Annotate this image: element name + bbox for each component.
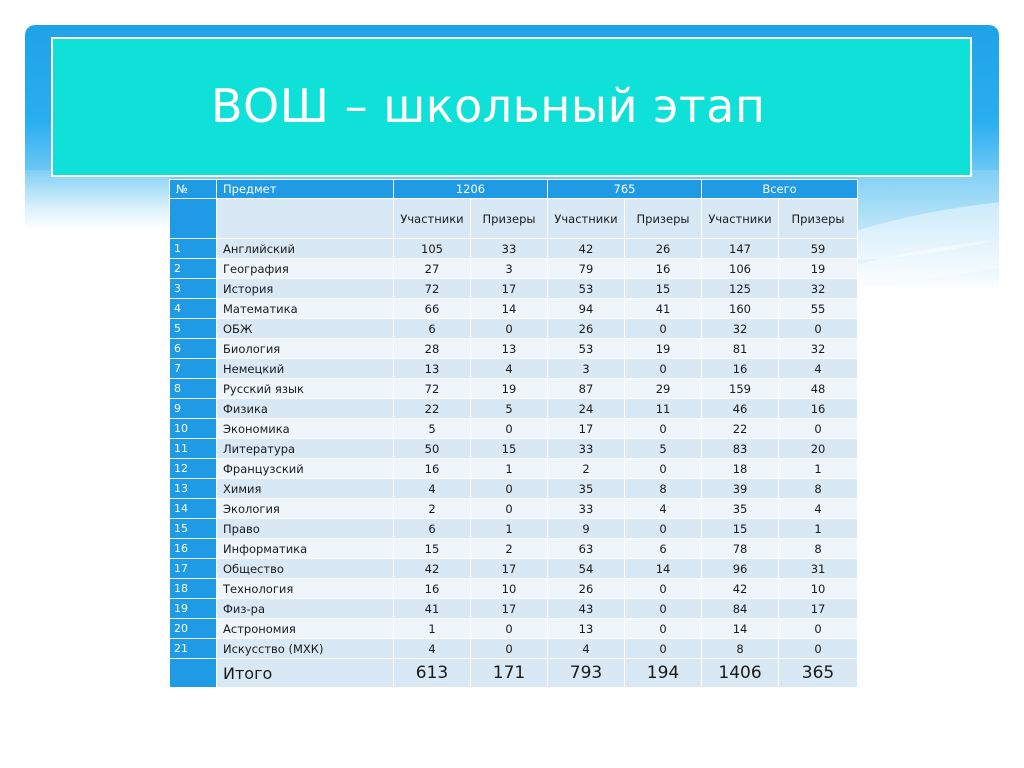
table-row bbox=[170, 479, 858, 499]
row-subject: Право bbox=[217, 519, 394, 539]
row-value: 17 bbox=[548, 419, 625, 439]
row-value: 8 bbox=[779, 539, 858, 559]
row-value: 1 bbox=[779, 519, 858, 539]
row-number: 17 bbox=[170, 559, 217, 579]
row-value: 0 bbox=[625, 639, 702, 659]
row-value: 0 bbox=[625, 319, 702, 339]
row-value: 159 bbox=[702, 379, 779, 399]
row-value: 5 bbox=[625, 439, 702, 459]
total-value: 194 bbox=[625, 659, 702, 688]
table-row bbox=[170, 459, 858, 479]
total-num-cell bbox=[170, 659, 217, 688]
row-subject: Русский язык bbox=[217, 379, 394, 399]
row-value: 8 bbox=[779, 479, 858, 499]
row-value: 16 bbox=[394, 579, 471, 599]
row-value: 6 bbox=[394, 519, 471, 539]
table-row bbox=[170, 419, 858, 439]
row-number: 20 bbox=[170, 619, 217, 639]
row-number: 13 bbox=[170, 479, 217, 499]
row-value: 32 bbox=[779, 279, 858, 299]
row-value: 11 bbox=[625, 399, 702, 419]
row-subject: Математика bbox=[217, 299, 394, 319]
row-value: 81 bbox=[702, 339, 779, 359]
row-number: 14 bbox=[170, 499, 217, 519]
row-value: 0 bbox=[625, 519, 702, 539]
total-label: Итого bbox=[217, 659, 394, 688]
row-number: 18 bbox=[170, 579, 217, 599]
row-value: 4 bbox=[394, 639, 471, 659]
row-value: 29 bbox=[625, 379, 702, 399]
table-header-row bbox=[170, 180, 858, 199]
row-subject: Астрономия bbox=[217, 619, 394, 639]
row-subject: Биология bbox=[217, 339, 394, 359]
subheader-cell: Призеры bbox=[779, 199, 858, 239]
row-subject: Французский bbox=[217, 459, 394, 479]
table-row bbox=[170, 279, 858, 299]
row-value: 125 bbox=[702, 279, 779, 299]
subheader-cell: Призеры bbox=[625, 199, 702, 239]
table-row bbox=[170, 299, 858, 319]
row-value: 6 bbox=[394, 319, 471, 339]
row-value: 17 bbox=[471, 559, 548, 579]
row-number: 12 bbox=[170, 459, 217, 479]
row-value: 106 bbox=[702, 259, 779, 279]
row-subject: Литература bbox=[217, 439, 394, 459]
row-value: 3 bbox=[471, 259, 548, 279]
row-value: 9 bbox=[548, 519, 625, 539]
row-value: 33 bbox=[548, 499, 625, 519]
table-row bbox=[170, 559, 858, 579]
row-value: 22 bbox=[702, 419, 779, 439]
row-value: 63 bbox=[548, 539, 625, 559]
row-value: 59 bbox=[779, 239, 858, 259]
table-row bbox=[170, 619, 858, 639]
row-value: 39 bbox=[702, 479, 779, 499]
row-value: 4 bbox=[471, 359, 548, 379]
row-value: 13 bbox=[394, 359, 471, 379]
row-value: 31 bbox=[779, 559, 858, 579]
row-value: 94 bbox=[548, 299, 625, 319]
row-value: 35 bbox=[548, 479, 625, 499]
row-value: 32 bbox=[702, 319, 779, 339]
row-value: 24 bbox=[548, 399, 625, 419]
row-value: 0 bbox=[471, 619, 548, 639]
table-row bbox=[170, 239, 858, 259]
row-value: 2 bbox=[548, 459, 625, 479]
row-value: 17 bbox=[471, 599, 548, 619]
row-value: 0 bbox=[625, 619, 702, 639]
row-value: 33 bbox=[548, 439, 625, 459]
row-value: 55 bbox=[779, 299, 858, 319]
decorative-gradient-left bbox=[25, 170, 170, 230]
row-value: 17 bbox=[779, 599, 858, 619]
table-row bbox=[170, 639, 858, 659]
row-value: 0 bbox=[779, 419, 858, 439]
row-value: 4 bbox=[625, 499, 702, 519]
header-group-1206: 1206 bbox=[394, 180, 548, 199]
decorative-gradient-right bbox=[856, 170, 999, 290]
row-value: 8 bbox=[625, 479, 702, 499]
row-number: 3 bbox=[170, 279, 217, 299]
row-subject: Физ-ра bbox=[217, 599, 394, 619]
row-value: 26 bbox=[548, 319, 625, 339]
row-value: 66 bbox=[394, 299, 471, 319]
row-value: 19 bbox=[779, 259, 858, 279]
table-row bbox=[170, 339, 858, 359]
row-value: 5 bbox=[394, 419, 471, 439]
subheader-cell: Призеры bbox=[471, 199, 548, 239]
slide-title: ВОШ – школьный этап bbox=[211, 79, 766, 133]
row-value: 0 bbox=[471, 639, 548, 659]
row-value: 53 bbox=[548, 279, 625, 299]
row-value: 10 bbox=[779, 579, 858, 599]
row-value: 19 bbox=[625, 339, 702, 359]
row-value: 15 bbox=[625, 279, 702, 299]
row-subject: Химия bbox=[217, 479, 394, 499]
row-value: 13 bbox=[471, 339, 548, 359]
header-num: № bbox=[170, 180, 217, 199]
row-subject: География bbox=[217, 259, 394, 279]
row-value: 0 bbox=[779, 639, 858, 659]
row-value: 2 bbox=[394, 499, 471, 519]
table-row bbox=[170, 379, 858, 399]
row-subject: История bbox=[217, 279, 394, 299]
row-value: 83 bbox=[702, 439, 779, 459]
row-value: 5 bbox=[471, 399, 548, 419]
row-value: 28 bbox=[394, 339, 471, 359]
row-subject: Информатика bbox=[217, 539, 394, 559]
row-value: 33 bbox=[471, 239, 548, 259]
row-number: 21 bbox=[170, 639, 217, 659]
table-row bbox=[170, 499, 858, 519]
row-number: 11 bbox=[170, 439, 217, 459]
row-number: 9 bbox=[170, 399, 217, 419]
row-value: 43 bbox=[548, 599, 625, 619]
total-value: 793 bbox=[548, 659, 625, 688]
row-value: 2 bbox=[471, 539, 548, 559]
row-value: 41 bbox=[394, 599, 471, 619]
row-value: 0 bbox=[625, 359, 702, 379]
table-body bbox=[170, 239, 858, 688]
row-value: 54 bbox=[548, 559, 625, 579]
row-value: 0 bbox=[625, 459, 702, 479]
row-value: 26 bbox=[625, 239, 702, 259]
row-value: 105 bbox=[394, 239, 471, 259]
row-value: 16 bbox=[394, 459, 471, 479]
row-value: 14 bbox=[702, 619, 779, 639]
row-value: 26 bbox=[548, 579, 625, 599]
subheader-cell: Участники bbox=[702, 199, 779, 239]
row-value: 50 bbox=[394, 439, 471, 459]
row-value: 1 bbox=[394, 619, 471, 639]
row-value: 41 bbox=[625, 299, 702, 319]
row-value: 13 bbox=[548, 619, 625, 639]
row-number: 2 bbox=[170, 259, 217, 279]
row-value: 6 bbox=[625, 539, 702, 559]
row-value: 0 bbox=[471, 479, 548, 499]
row-value: 42 bbox=[394, 559, 471, 579]
subheader-subject-cell bbox=[217, 199, 394, 239]
row-value: 42 bbox=[548, 239, 625, 259]
row-value: 14 bbox=[625, 559, 702, 579]
row-number: 10 bbox=[170, 419, 217, 439]
total-value: 365 bbox=[779, 659, 858, 688]
row-value: 1 bbox=[779, 459, 858, 479]
table-row bbox=[170, 399, 858, 419]
table-row bbox=[170, 519, 858, 539]
row-subject: Искусство (МХК) bbox=[217, 639, 394, 659]
row-number: 19 bbox=[170, 599, 217, 619]
row-value: 15 bbox=[471, 439, 548, 459]
row-value: 87 bbox=[548, 379, 625, 399]
row-value: 72 bbox=[394, 279, 471, 299]
row-number: 5 bbox=[170, 319, 217, 339]
row-value: 8 bbox=[702, 639, 779, 659]
row-value: 79 bbox=[548, 259, 625, 279]
row-number: 6 bbox=[170, 339, 217, 359]
row-value: 72 bbox=[394, 379, 471, 399]
row-value: 46 bbox=[702, 399, 779, 419]
table-row bbox=[170, 439, 858, 459]
table-row bbox=[170, 319, 858, 339]
row-value: 84 bbox=[702, 599, 779, 619]
results-table bbox=[169, 179, 858, 688]
row-value: 16 bbox=[779, 399, 858, 419]
row-value: 96 bbox=[702, 559, 779, 579]
row-value: 27 bbox=[394, 259, 471, 279]
table-row bbox=[170, 579, 858, 599]
row-value: 15 bbox=[702, 519, 779, 539]
row-value: 1 bbox=[471, 519, 548, 539]
table-row bbox=[170, 259, 858, 279]
header-subject: Предмет bbox=[217, 180, 394, 199]
row-value: 0 bbox=[779, 619, 858, 639]
row-value: 0 bbox=[471, 319, 548, 339]
row-subject: Экономика bbox=[217, 419, 394, 439]
row-value: 0 bbox=[779, 319, 858, 339]
row-number: 16 bbox=[170, 539, 217, 559]
row-value: 16 bbox=[702, 359, 779, 379]
title-box bbox=[51, 37, 972, 177]
row-value: 4 bbox=[779, 359, 858, 379]
row-value: 16 bbox=[625, 259, 702, 279]
row-value: 4 bbox=[548, 639, 625, 659]
row-value: 1 bbox=[471, 459, 548, 479]
row-value: 35 bbox=[702, 499, 779, 519]
row-number: 4 bbox=[170, 299, 217, 319]
subheader-cell: Участники bbox=[548, 199, 625, 239]
total-row bbox=[170, 659, 858, 688]
row-subject: Общество bbox=[217, 559, 394, 579]
row-subject: Технология bbox=[217, 579, 394, 599]
total-value: 171 bbox=[471, 659, 548, 688]
row-number: 15 bbox=[170, 519, 217, 539]
subheader-num-cell bbox=[170, 199, 217, 239]
row-value: 0 bbox=[625, 579, 702, 599]
row-value: 22 bbox=[394, 399, 471, 419]
row-value: 14 bbox=[471, 299, 548, 319]
row-value: 42 bbox=[702, 579, 779, 599]
header-group-765: 765 bbox=[548, 180, 702, 199]
row-value: 0 bbox=[625, 419, 702, 439]
row-number: 7 bbox=[170, 359, 217, 379]
total-value: 613 bbox=[394, 659, 471, 688]
row-value: 15 bbox=[394, 539, 471, 559]
row-subject: Физика bbox=[217, 399, 394, 419]
row-number: 1 bbox=[170, 239, 217, 259]
row-value: 53 bbox=[548, 339, 625, 359]
row-value: 20 bbox=[779, 439, 858, 459]
header-group-total: Всего bbox=[702, 180, 858, 199]
table-row bbox=[170, 599, 858, 619]
row-value: 17 bbox=[471, 279, 548, 299]
row-subject: Английский bbox=[217, 239, 394, 259]
row-value: 0 bbox=[471, 419, 548, 439]
row-number: 8 bbox=[170, 379, 217, 399]
row-value: 78 bbox=[702, 539, 779, 559]
table-row bbox=[170, 539, 858, 559]
row-value: 18 bbox=[702, 459, 779, 479]
row-subject: Экология bbox=[217, 499, 394, 519]
row-value: 160 bbox=[702, 299, 779, 319]
total-value: 1406 bbox=[702, 659, 779, 688]
row-value: 3 bbox=[548, 359, 625, 379]
table-subheader-row bbox=[170, 199, 858, 239]
table-row bbox=[170, 359, 858, 379]
subheader-cell: Участники bbox=[394, 199, 471, 239]
row-value: 10 bbox=[471, 579, 548, 599]
row-subject: Немецкий bbox=[217, 359, 394, 379]
row-value: 0 bbox=[625, 599, 702, 619]
row-value: 32 bbox=[779, 339, 858, 359]
row-value: 4 bbox=[779, 499, 858, 519]
row-value: 48 bbox=[779, 379, 858, 399]
row-value: 4 bbox=[394, 479, 471, 499]
row-value: 19 bbox=[471, 379, 548, 399]
row-value: 0 bbox=[471, 499, 548, 519]
row-value: 147 bbox=[702, 239, 779, 259]
row-subject: ОБЖ bbox=[217, 319, 394, 339]
